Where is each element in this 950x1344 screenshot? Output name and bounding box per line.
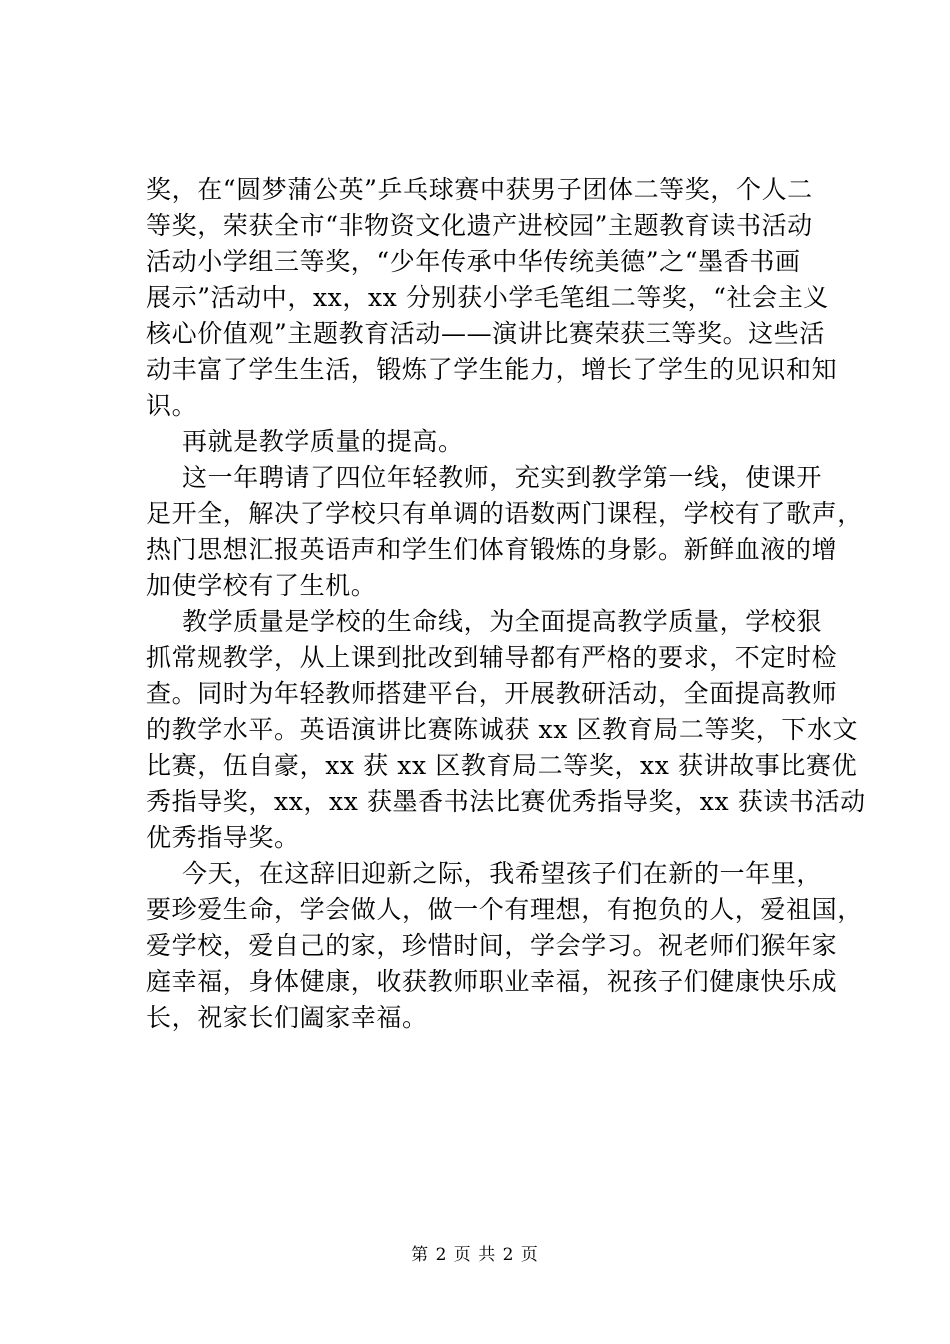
paragraph-new-teachers (146, 460, 863, 604)
page-number-footer: 第 2 页 共 2 页 (411, 1245, 539, 1265)
paragraph-new-year-wishes (146, 856, 863, 1036)
text-line: 要珍爱生命，学会做人，做一个有理想，有抱负的人，爱祖国， (146, 895, 863, 924)
text-line: 抓常规教学，从上课到批改到辅导都有严格的要求，不定时检 (146, 643, 838, 672)
text-line: 庭幸福，身体健康，收获教师职业幸福，祝孩子们健康快乐成 (146, 967, 838, 996)
document-body (146, 172, 866, 1036)
text-line: 的教学水平。英语演讲比赛陈诚获 xx 区教育局二等奖，下水文 (146, 715, 859, 744)
text-line: 动丰富了学生生活，锻炼了学生能力，增长了学生的见识和知 (146, 355, 838, 384)
text-line: 识。 (146, 391, 198, 420)
text-line: 核心价值观”主题教育活动——演讲比赛荣获三等奖。这些活 (146, 319, 825, 348)
text-line: 展示”活动中，xx，xx 分别获小学毛笔组二等奖，“社会主义 (146, 283, 829, 312)
text-line: 热门思想汇报英语声和学生们体育锻炼的身影。新鲜血液的增 (146, 535, 838, 564)
text-line: 活动小学组三等奖，“少年传承中华传统美德”之“墨香书画 (146, 247, 801, 276)
text-line: 奖，在“圆梦蒲公英”乒乓球赛中获男子团体二等奖，个人二 (146, 175, 813, 204)
text-line: 这一年聘请了四位年轻教师，充实到教学第一线，使课开 (182, 463, 823, 492)
paragraph-awards (146, 172, 838, 424)
text-line: 长，祝家长们阖家幸福。 (146, 1003, 428, 1032)
text-line: 优秀指导奖。 (146, 823, 300, 852)
paragraph-teaching-quality-intro (146, 424, 806, 460)
text-line: 秀指导奖，xx，xx 获墨香书法比赛优秀指导奖，xx 获读书活动 (146, 787, 866, 816)
text-line: 比赛，伍自豪，xx 获 xx 区教育局二等奖，xx 获讲故事比赛优 (146, 751, 858, 780)
text-line: 爱学校，爱自己的家，珍惜时间，学会学习。祝老师们猴年家 (146, 931, 838, 960)
paragraph-quality-lifeline (146, 604, 866, 856)
text-line: 今天，在这辞旧迎新之际，我希望孩子们在新的一年里， (182, 859, 823, 888)
text-line: 教学质量是学校的生命线，为全面提高教学质量，学校狠 (182, 607, 823, 636)
text-line: 加使学校有了生机。 (146, 571, 377, 600)
text-line: 再就是教学质量的提高。 (182, 427, 464, 456)
text-line: 足开全，解决了学校只有单调的语数两门课程，学校有了歌声， (146, 499, 863, 528)
text-line: 等奖，荣获全市“非物资文化遗产进校园”主题教育读书活动 (146, 211, 813, 240)
text-line: 查。同时为年轻教师搭建平台，开展教研活动，全面提高教师 (146, 679, 838, 708)
